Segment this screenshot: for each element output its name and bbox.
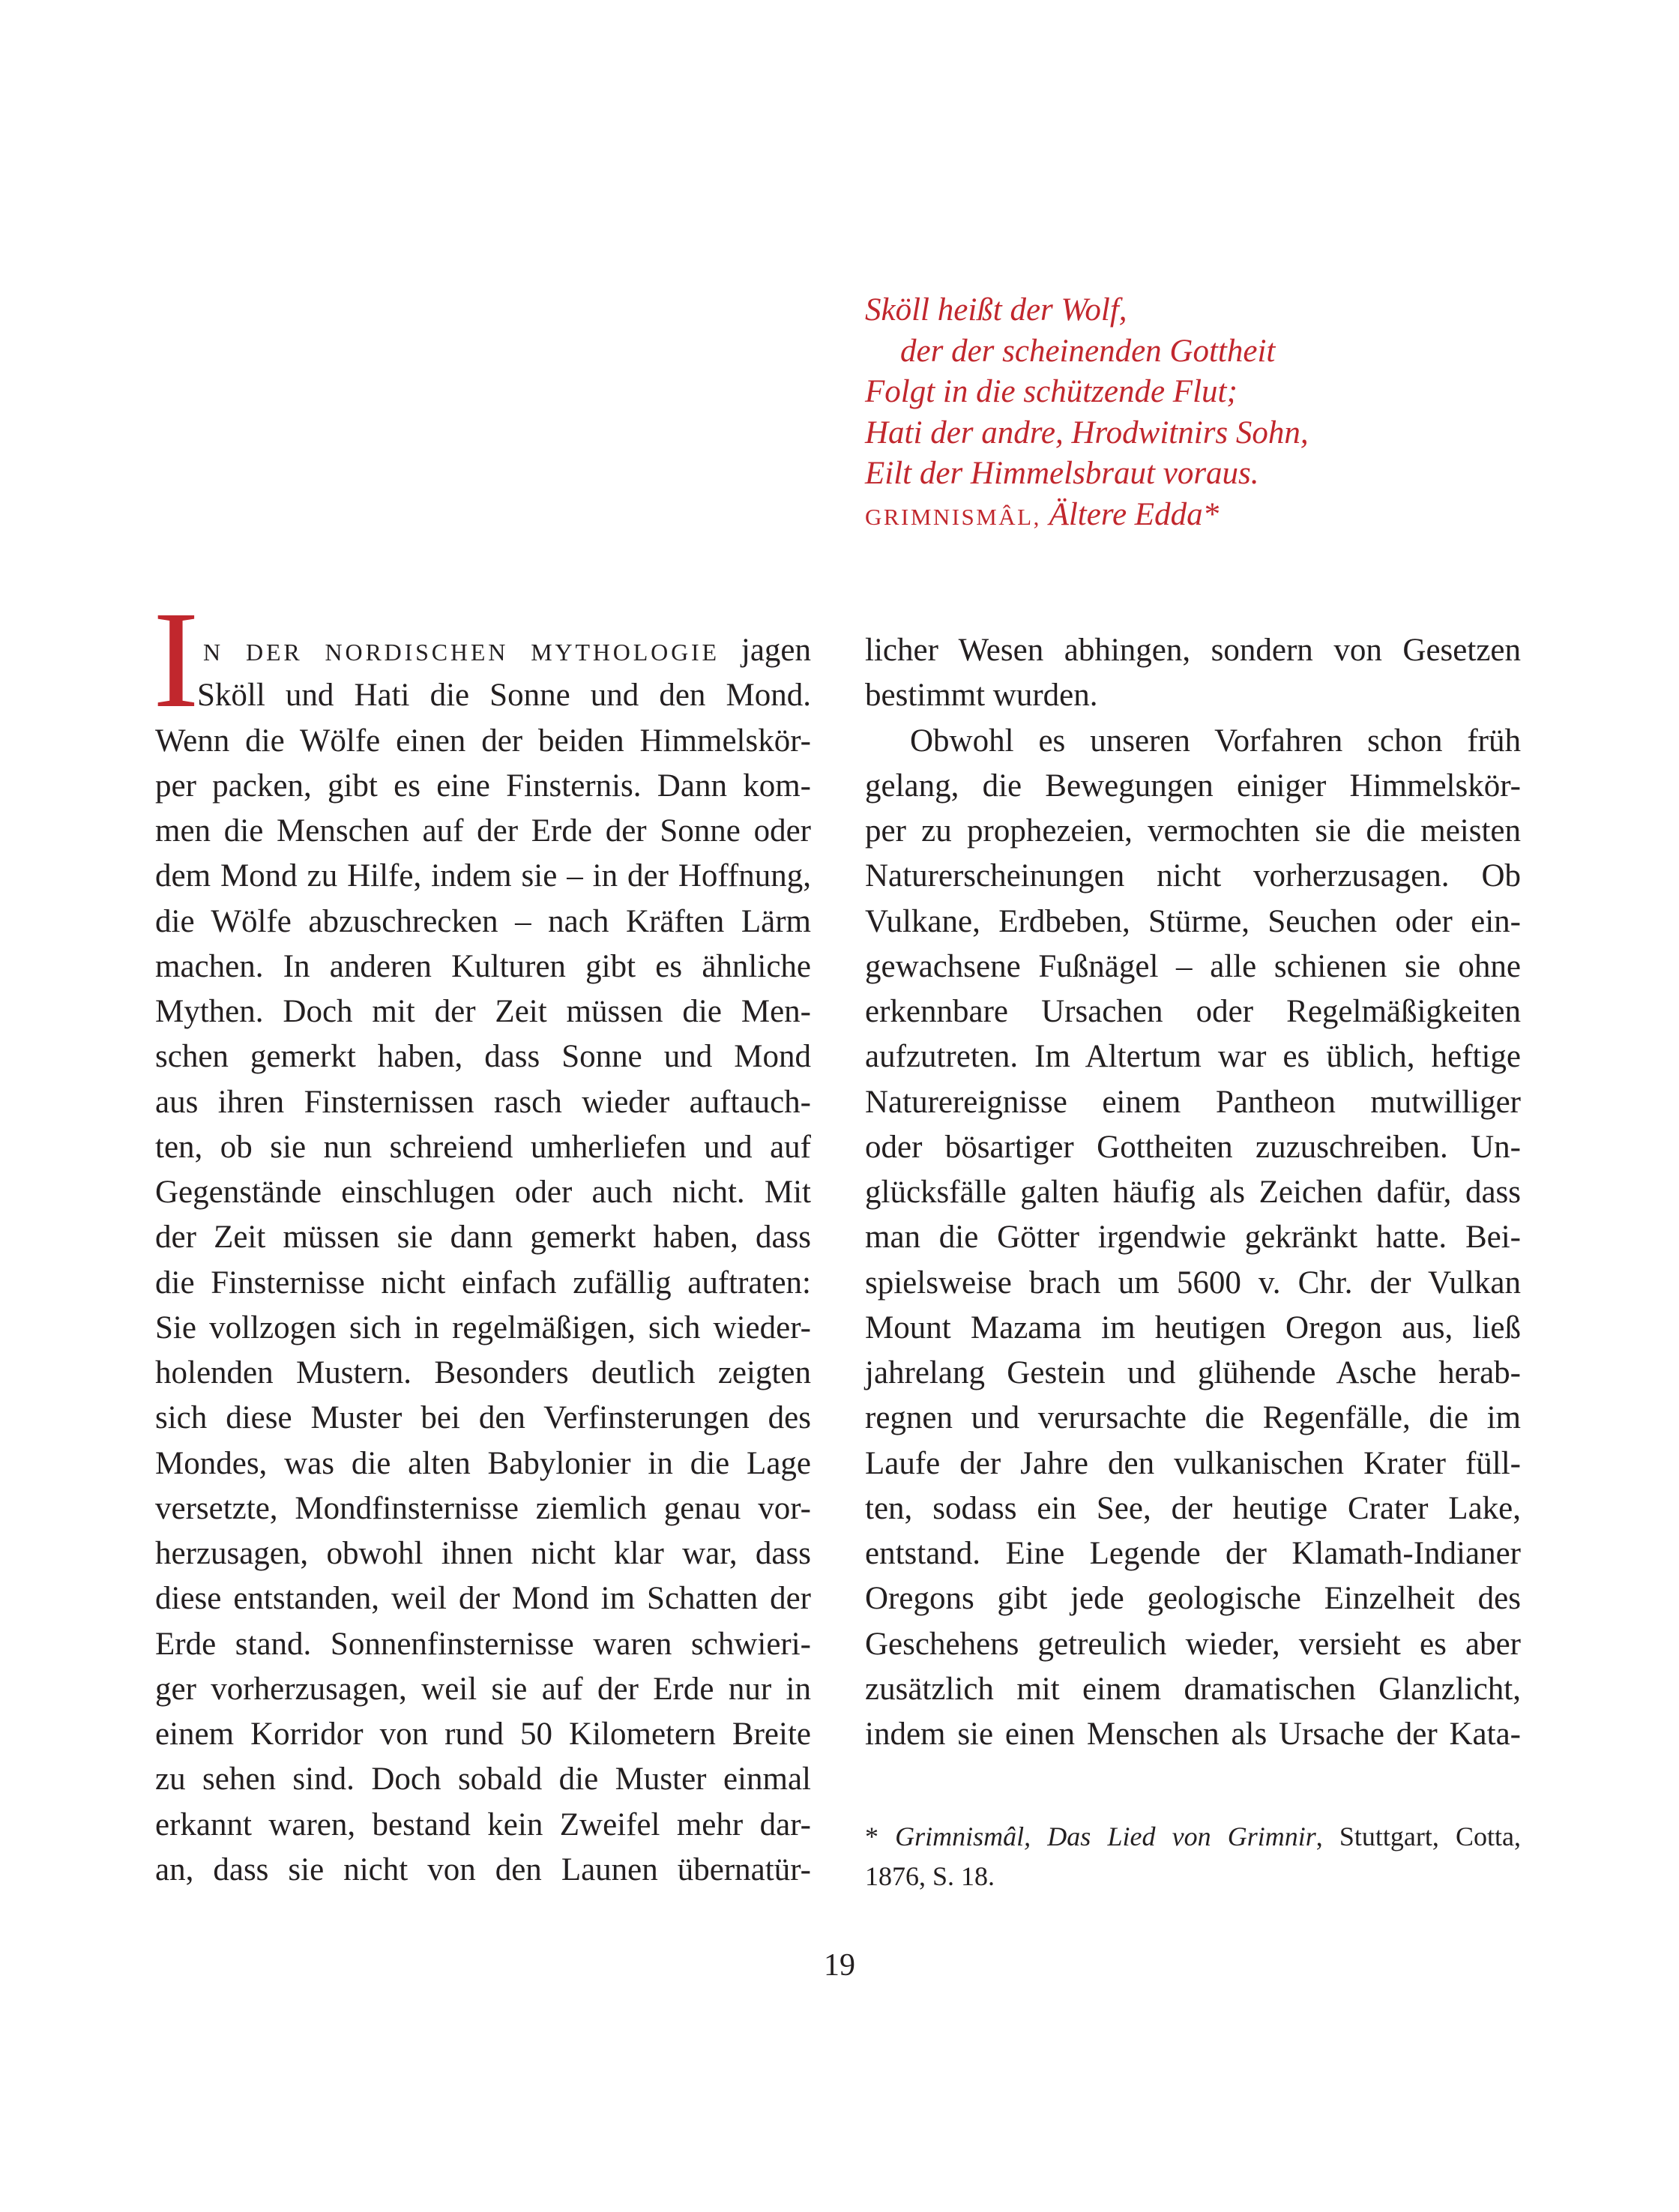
- text-line: ten, ob sie nun schreiend umherliefen und auf: [155, 1129, 811, 1165]
- text-line: spielsweise brach um 5600 v. Chr. der Vulkan: [865, 1265, 1521, 1301]
- text-line: regnen und verursachte die Regenfälle, die im: [865, 1400, 1521, 1436]
- text-line: herzusagen, obwohl ihnen nicht klar war, dass: [155, 1536, 811, 1571]
- epigraph-line: Folgt in die schützende Flut;: [865, 374, 1238, 410]
- text-line: einem Korridor von rund 50 Kilometern Breite: [155, 1717, 811, 1752]
- text-line: gelang, die Bewegungen einiger Himmelskör-: [865, 768, 1521, 804]
- text-line: diese entstanden, weil der Mond im Schatten der: [155, 1581, 811, 1617]
- text-line: per zu prophezeien, vermochten sie die meisten: [865, 813, 1521, 849]
- epigraph-line: Eilt der Himmelsbraut voraus.: [865, 456, 1259, 492]
- footnote: [865, 1817, 1521, 1896]
- text-line: jahrelang Gestein und glühende Asche herab-: [865, 1355, 1521, 1390]
- text-line: Wenn die Wölfe einen der beiden Himmelskör-: [155, 723, 811, 759]
- text-line: die Wölfe abzuschrecken – nach Kräften Lärm: [155, 903, 811, 939]
- text-line: gewachsene Fußnägel – alle schienen sie ohne: [865, 948, 1521, 984]
- text-line: an, dass sie nicht von den Launen übernatür-: [155, 1851, 811, 1887]
- left-column: [155, 628, 811, 1893]
- text-line: Sie vollzogen sich in regelmäßigen, sich wieder-: [155, 1310, 811, 1345]
- epigraph-source: [865, 495, 1540, 536]
- footnote-line: 1876, S. 18.: [865, 1861, 995, 1891]
- epigraph-source-name: GRIMNISMÂL,: [865, 503, 1041, 530]
- text-line: Vulkane, Erdbeben, Stürme, Seuchen oder ein-: [865, 903, 1521, 939]
- text-line: licher Wesen abhingen, sondern von Gesetzen: [865, 633, 1521, 668]
- text-line: glücksfälle galten häufig als Zeichen dafür, dass: [865, 1175, 1521, 1210]
- footnote-title: Grimnismâl, Das Lied von Grimnir: [895, 1821, 1316, 1851]
- text-fragment: jagen: [741, 633, 811, 668]
- text-line: Oregons gibt jede geologische Einzelheit des: [865, 1581, 1521, 1617]
- text-line: Geschehens getreulich wieder, versieht es aber: [865, 1626, 1521, 1662]
- text-line: oder bösartiger Gottheiten zuzuschreiben. Un-: [865, 1129, 1521, 1165]
- text-line: Erde stand. Sonnenfinsternisse waren schwieri-: [155, 1626, 811, 1662]
- text-line: versetzte, Mondfinsternisse ziemlich genau vor-: [155, 1490, 811, 1526]
- text-line: Naturerscheinungen nicht vorherzusagen. Ob: [865, 858, 1521, 894]
- right-column: [865, 628, 1521, 1757]
- epigraph-line: der der scheinenden Gottheit: [900, 333, 1276, 369]
- epigraph-line: Hati der andre, Hrodwitnirs Sohn,: [865, 415, 1309, 450]
- text-line: per packen, gibt es eine Finsternis. Dann kom-: [155, 768, 811, 804]
- footnote-marker: *: [865, 1821, 878, 1851]
- text-line: Naturereignisse einem Pantheon mutwilliger: [865, 1084, 1521, 1120]
- text-line: sich diese Muster bei den Verfinsterungen des: [155, 1400, 811, 1436]
- text-line: ten, sodass ein See, der heutige Crater Lake,: [865, 1490, 1521, 1526]
- text-line: dem Mond zu Hilfe, indem sie – in der Hoffnung,: [155, 858, 811, 894]
- text-line: machen. In anderen Kulturen gibt es ähnliche: [155, 948, 811, 984]
- text-line: Sköll und Hati die Sonne und den Mond.: [197, 678, 811, 714]
- text-line: zu sehen sind. Doch sobald die Muster einmal: [155, 1762, 811, 1797]
- text-line: aus ihren Finsternissen rasch wieder auftauch-: [155, 1084, 811, 1120]
- text-line: Mondes, was die alten Babylonier in die Lage: [155, 1445, 811, 1481]
- text-line: erkennbare Ursachen oder Regelmäßigkeiten: [865, 994, 1521, 1029]
- text-line: erkannt waren, bestand kein Zweifel mehr dar-: [155, 1806, 811, 1842]
- page-number: 19: [824, 1948, 855, 1983]
- text-line: zusätzlich mit einem dramatischen Glanzlicht,: [865, 1671, 1521, 1707]
- text-line: ger vorherzusagen, weil sie auf der Erde nur in: [155, 1671, 811, 1707]
- footnote-line: [865, 1817, 1521, 1857]
- epigraph: [865, 290, 1540, 536]
- text-line: schen gemerkt haben, dass Sonne und Mond: [155, 1039, 811, 1075]
- text-line: [155, 628, 811, 673]
- text-line: indem sie einen Menschen als Ursache der Kata-: [865, 1717, 1521, 1752]
- text-line: Mythen. Doch mit der Zeit müssen die Men-: [155, 994, 811, 1029]
- text-line: Laufe der Jahre den vulkanischen Krater füll-: [865, 1445, 1521, 1481]
- text-line: Obwohl es unseren Vorfahren schon früh: [910, 723, 1521, 759]
- footnote-imprint: , Stuttgart, Cotta,: [1315, 1821, 1522, 1851]
- text-line: Mount Mazama im heutigen Oregon aus, ließ: [865, 1310, 1521, 1345]
- text-line: men die Menschen auf der Erde der Sonne oder: [155, 813, 811, 849]
- text-line: der Zeit müssen sie dann gemerkt haben, dass: [155, 1220, 811, 1256]
- text-line: holenden Mustern. Besonders deutlich zeigten: [155, 1355, 811, 1390]
- small-caps-opening: N DER NORDISCHEN MYTHOLOGIE: [203, 639, 720, 666]
- text-line: man die Götter irgendwie gekränkt hatte. Bei-: [865, 1220, 1521, 1256]
- text-line: aufzutreten. Im Altertum war es üblich, heftige: [865, 1039, 1521, 1075]
- text-line: entstand. Eine Legende der Klamath-Indianer: [865, 1536, 1521, 1571]
- epigraph-line: Sköll heißt der Wolf,: [865, 292, 1127, 328]
- text-line: Gegenstände einschlugen oder auch nicht. Mit: [155, 1175, 811, 1210]
- text-line: bestimmt wurden.: [865, 678, 1098, 714]
- text-line: die Finsternisse nicht einfach zufällig auftraten:: [155, 1265, 811, 1301]
- epigraph-source-work: Ältere Edda*: [1049, 496, 1220, 532]
- drop-cap: I: [153, 583, 199, 737]
